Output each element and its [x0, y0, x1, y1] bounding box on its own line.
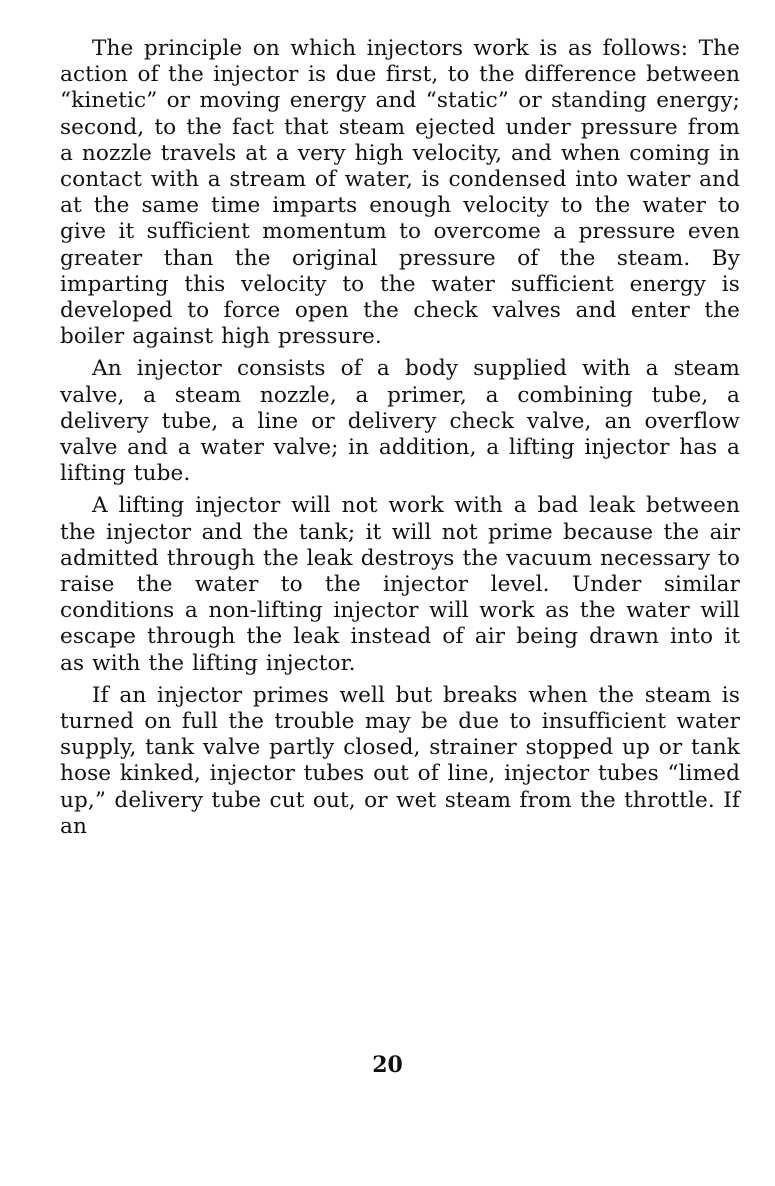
- paragraph-injector-principle: The principle on which injectors work is as follows: The action of the injector is due first, to the difference between “kinetic” or moving energy and “static” or standing energy; second, to the fact that steam ejected under pressure from a nozzle travels at a very high velocity, and when coming in contact with a stream of water, is condensed into water and at the same time imparts enough velocity to the water to give it sufficient momentum to overcome a pressure even greater than the original pressure of the steam. By imparting this velocity to the water sufficient energy is developed to force open the check valves and enter the boiler against high pressure.: [60, 36, 740, 350]
- page-number: 20: [372, 1052, 403, 1078]
- paragraph-lifting-injector-leak: A lifting injector will not work with a bad leak between the injector and the tank; it will not prime because the air admitted through the leak destroys the vacuum necessary to raise the water to the injector level. Under similar conditions a non-lifting injector will work as the water will escape through the leak instead of air being drawn into it as with the lifting injector.: [60, 493, 740, 676]
- paragraph-injector-parts: An injector consists of a body supplied with a steam valve, a steam nozzle, a primer, a combining tube, a delivery tube, a line or delivery check valve, an overflow valve and a water valve; in addition, a lifting injector has a lifting tube.: [60, 356, 740, 487]
- page-body: [60, 36, 740, 846]
- paragraph-injector-breaks: If an injector primes well but breaks when the steam is turned on full the trouble may be due to insufficient water supply, tank valve partly closed, strainer stopped up or tank hose kinked, injector tubes out of line, injector tubes “limed up,” delivery tube cut out, or wet steam from the throttle. If an: [60, 682, 740, 839]
